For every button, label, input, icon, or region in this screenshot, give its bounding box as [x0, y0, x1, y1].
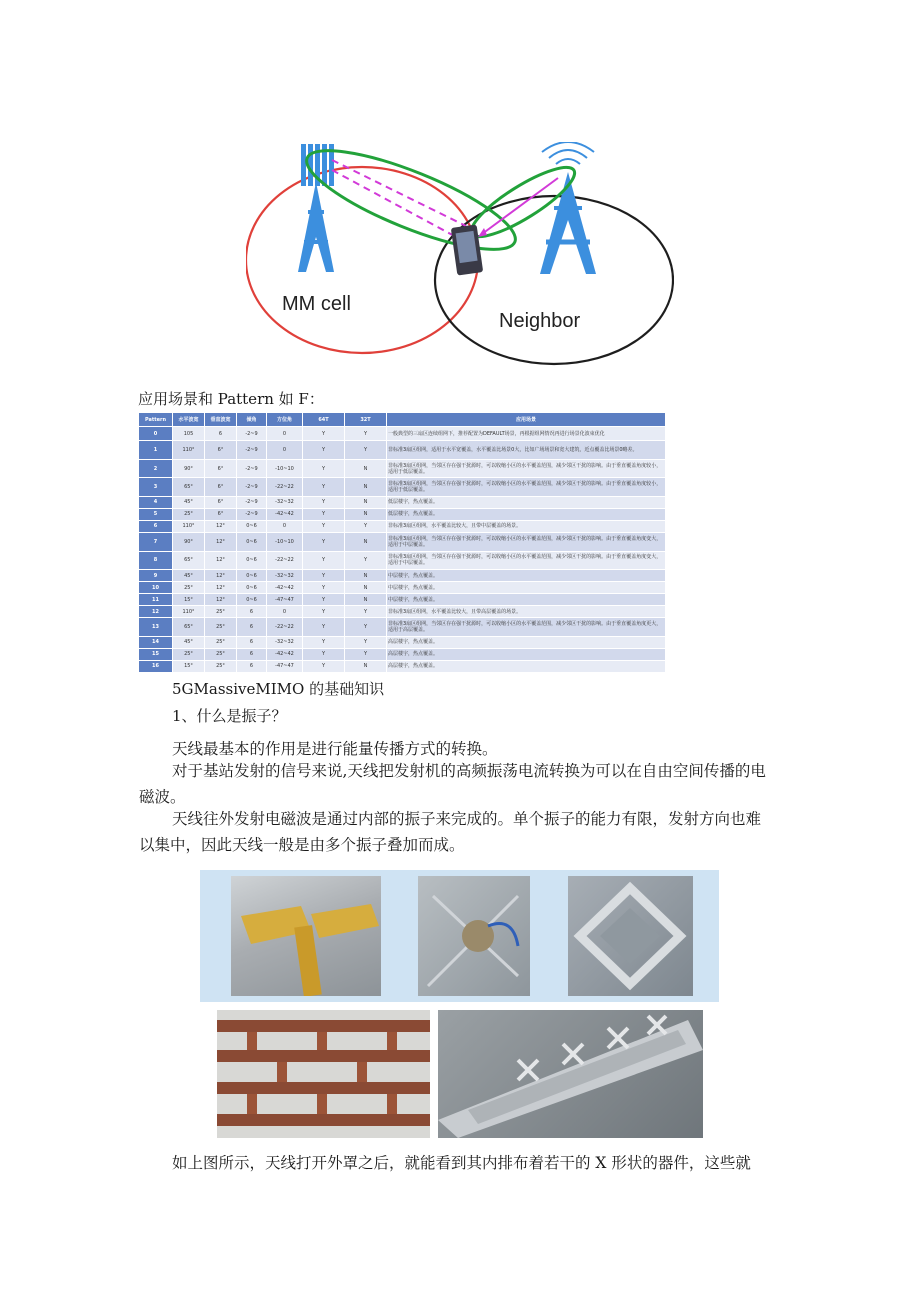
cell-32t: N: [345, 570, 387, 582]
cell-64t: Y: [303, 594, 345, 606]
table-row: [139, 606, 666, 618]
cell-h-beamwidth: 45°: [173, 570, 205, 582]
cell-azimuth: 0: [267, 441, 303, 460]
cell-v-beamwidth: 12°: [205, 582, 237, 594]
cell-scenario: 高层楼宇，热点覆盖。: [387, 636, 666, 648]
cell-64t: Y: [303, 441, 345, 460]
table-row: [139, 427, 666, 441]
cell-pattern: 12: [139, 606, 173, 618]
cell-32t: N: [345, 532, 387, 551]
cell-azimuth: -10~10: [267, 532, 303, 551]
antenna-array-icon: [438, 1010, 703, 1138]
cell-32t: N: [345, 459, 387, 478]
cell-azimuth: -22~22: [267, 551, 303, 570]
cell-tilt: -2~9: [237, 508, 267, 520]
table-row: [139, 459, 666, 478]
cell-64t: Y: [303, 427, 345, 441]
paragraph-3: 天线往外发射电磁波是通过内部的振子来完成的。单个振子的能力有限，发射方向也难以集中，因此天线一般是由多个振子叠加而成。: [139, 810, 762, 854]
cell-64t: Y: [303, 532, 345, 551]
cell-64t: Y: [303, 606, 345, 618]
cell-scenario: 低层楼宇，热点覆盖。: [387, 508, 666, 520]
cell-azimuth: -47~47: [267, 594, 303, 606]
interference-arrow-2: [332, 160, 466, 226]
cell-v-beamwidth: 12°: [205, 594, 237, 606]
cross-dipole-icon: [418, 876, 530, 996]
antenna-photo-strip-top: [200, 870, 719, 1002]
cell-pattern: 9: [139, 570, 173, 582]
cell-h-beamwidth: 65°: [173, 551, 205, 570]
cell-tilt: 6: [237, 636, 267, 648]
question-heading: 1、什么是振子？: [172, 707, 287, 725]
photo-dipole-cross: [418, 876, 530, 996]
cell-azimuth: -32~32: [267, 496, 303, 508]
diagram-svg: [246, 142, 674, 367]
cell-tilt: 0~6: [237, 594, 267, 606]
cell-scenario: 低层楼宇，热点覆盖。: [387, 496, 666, 508]
cell-h-beamwidth: 105: [173, 427, 205, 441]
cell-v-beamwidth: 12°: [205, 532, 237, 551]
table-body: [139, 427, 666, 673]
cell-pattern: 2: [139, 459, 173, 478]
cell-64t: Y: [303, 570, 345, 582]
cell-h-beamwidth: 45°: [173, 496, 205, 508]
cell-azimuth: -42~42: [267, 648, 303, 660]
cell-v-beamwidth: 6°: [205, 478, 237, 497]
cell-tilt: -2~9: [237, 496, 267, 508]
cell-32t: Y: [345, 520, 387, 532]
cell-scenario: 中层楼宇，热点覆盖。: [387, 582, 666, 594]
cell-v-beamwidth: 6°: [205, 508, 237, 520]
cell-azimuth: 0: [267, 427, 303, 441]
table-row: [139, 520, 666, 532]
cell-scenario: 高层楼宇，热点覆盖。: [387, 660, 666, 672]
paragraph-2: 对于基站发射的信号来说,天线把发射机的高频振荡电流转换为可以在自由空间传播的电磁波。: [139, 762, 766, 806]
cell-pattern: 11: [139, 594, 173, 606]
cell-v-beamwidth: 25°: [205, 648, 237, 660]
cell-h-beamwidth: 65°: [173, 478, 205, 497]
cell-pattern: 13: [139, 618, 173, 637]
paragraph-1: 天线最基本的作用是进行能量传播方式的转换。: [172, 740, 498, 758]
cell-azimuth: -42~42: [267, 582, 303, 594]
table-row: [139, 660, 666, 672]
cell-azimuth: -47~47: [267, 660, 303, 672]
cell-v-beamwidth: 6°: [205, 441, 237, 460]
cell-scenario: 非标准3扇区组网，适用于水平宽覆盖，水平覆盖比场景0大，比如广场场景和宽大建筑，近点覆盖比场景0略差。: [387, 441, 666, 460]
cell-tilt: 0~6: [237, 532, 267, 551]
cell-azimuth: 0: [267, 606, 303, 618]
cell-h-beamwidth: 15°: [173, 660, 205, 672]
cell-azimuth: -32~32: [267, 636, 303, 648]
cell-tilt: 6: [237, 660, 267, 672]
cell-v-beamwidth: 12°: [205, 570, 237, 582]
cell-tilt: 6: [237, 618, 267, 637]
cell-pattern: 8: [139, 551, 173, 570]
cell-tilt: -2~9: [237, 427, 267, 441]
cell-32t: N: [345, 508, 387, 520]
photo-dipole-gold: [231, 876, 381, 996]
table-row: [139, 441, 666, 460]
table-row: [139, 582, 666, 594]
th-v-beamwidth: 垂直波宽: [205, 413, 237, 427]
cell-azimuth: -32~32: [267, 570, 303, 582]
cell-32t: Y: [345, 648, 387, 660]
cell-pattern: 15: [139, 648, 173, 660]
table-row: [139, 636, 666, 648]
cell-32t: Y: [345, 606, 387, 618]
cell-h-beamwidth: 25°: [173, 648, 205, 660]
cell-tilt: 6: [237, 606, 267, 618]
cell-v-beamwidth: 12°: [205, 551, 237, 570]
gold-dipole-icon: [231, 876, 381, 996]
cell-64t: Y: [303, 618, 345, 637]
cell-h-beamwidth: 110°: [173, 606, 205, 618]
cell-h-beamwidth: 110°: [173, 520, 205, 532]
cell-32t: N: [345, 582, 387, 594]
th-azimuth: 方位角: [267, 413, 303, 427]
cell-64t: Y: [303, 459, 345, 478]
cell-scenario: 非标准3扇区组网，当邻区存在强干扰源时，可以收缩小区的水平覆盖范围，减少邻区干扰的影响。由于垂直覆盖角度较小，适用于低层覆盖。: [387, 459, 666, 478]
th-64t: 64T: [303, 413, 345, 427]
cell-tilt: 6: [237, 648, 267, 660]
cell-interference-diagram: [246, 142, 674, 367]
mm-cell-circle: [246, 167, 478, 353]
neighbor-tower-icon: [540, 142, 596, 274]
square-dipole-icon: [568, 876, 693, 996]
cell-v-beamwidth: 12°: [205, 520, 237, 532]
cell-scenario: 非标准3扇区组网，当邻区存在强干扰源时，可以收缩小区的水平覆盖范围，减少邻区干扰的影响。由于垂直覆盖角度变大，适用于中层覆盖。: [387, 551, 666, 570]
cell-32t: Y: [345, 551, 387, 570]
cell-h-beamwidth: 25°: [173, 582, 205, 594]
cell-tilt: 0~6: [237, 520, 267, 532]
cell-h-beamwidth: 15°: [173, 594, 205, 606]
photo-pcb-dipoles: [217, 1010, 430, 1138]
cell-32t: Y: [345, 618, 387, 637]
cell-pattern: 14: [139, 636, 173, 648]
mm-cell-tower-icon: [298, 144, 334, 272]
cell-scenario: 中层楼宇，热点覆盖。: [387, 570, 666, 582]
cell-pattern: 6: [139, 520, 173, 532]
cell-azimuth: -22~22: [267, 618, 303, 637]
table-header-row: [139, 413, 666, 427]
cell-h-beamwidth: 25°: [173, 508, 205, 520]
cell-scenario: 一般典型的三扇区连续组网下，推荐配置为DEFAULT场景，再根据组网情况再进行场景化波束优化: [387, 427, 666, 441]
pcb-dipoles-icon: [217, 1010, 430, 1138]
cell-32t: N: [345, 594, 387, 606]
cell-64t: Y: [303, 478, 345, 497]
bottom-paragraph: 如上图所示，天线打开外罩之后，就能看到其内排布着若干的 X 形状的器件，这些就: [172, 1154, 751, 1172]
cell-azimuth: -42~42: [267, 508, 303, 520]
cell-64t: Y: [303, 508, 345, 520]
th-h-beamwidth: 水平波宽: [173, 413, 205, 427]
cell-pattern: 4: [139, 496, 173, 508]
cell-pattern: 3: [139, 478, 173, 497]
cell-64t: Y: [303, 636, 345, 648]
cell-tilt: 0~6: [237, 551, 267, 570]
cell-scenario: 中层楼宇，热点覆盖。: [387, 594, 666, 606]
table-row: [139, 551, 666, 570]
pattern-table: [138, 412, 666, 673]
cell-scenario: 非标准3扇区组网，水平覆盖比较大，且带中层覆盖的场景。: [387, 520, 666, 532]
cell-64t: Y: [303, 648, 345, 660]
cell-32t: N: [345, 478, 387, 497]
cell-64t: Y: [303, 520, 345, 532]
cell-azimuth: 0: [267, 520, 303, 532]
cell-32t: N: [345, 660, 387, 672]
phone-icon: [451, 224, 483, 275]
cell-v-beamwidth: 25°: [205, 660, 237, 672]
photo-dipole-square: [568, 876, 693, 996]
cell-v-beamwidth: 6°: [205, 496, 237, 508]
table-row: [139, 570, 666, 582]
cell-32t: Y: [345, 441, 387, 460]
cell-64t: Y: [303, 551, 345, 570]
neighbor-label: Neighbor: [499, 310, 581, 332]
table-row: [139, 496, 666, 508]
cell-azimuth: -10~10: [267, 459, 303, 478]
cell-h-beamwidth: 65°: [173, 618, 205, 637]
cell-pattern: 16: [139, 660, 173, 672]
table-caption: 应用场景和 Pattern 如 F：: [138, 390, 324, 408]
neighbor-circle: [435, 196, 673, 364]
cell-32t: N: [345, 496, 387, 508]
cell-tilt: -2~9: [237, 459, 267, 478]
cell-v-beamwidth: 6°: [205, 459, 237, 478]
mm-cell-label: MM cell: [282, 293, 351, 315]
cell-tilt: -2~9: [237, 478, 267, 497]
cell-tilt: 0~6: [237, 582, 267, 594]
cell-scenario: 非标准3扇区组网，水平覆盖比较大，且带高层覆盖的场景。: [387, 606, 666, 618]
cell-32t: Y: [345, 636, 387, 648]
cell-scenario: 高层楼宇，热点覆盖。: [387, 648, 666, 660]
cell-scenario: 非标准3扇区组网，当邻区存在强干扰源时，可以收缩小区的水平覆盖范围，减少邻区干扰的影响。由于垂直覆盖角度较小，适用于低层覆盖。: [387, 478, 666, 497]
cell-h-beamwidth: 110°: [173, 441, 205, 460]
cell-v-beamwidth: 25°: [205, 618, 237, 637]
table-row: [139, 594, 666, 606]
th-32t: 32T: [345, 413, 387, 427]
cell-tilt: 0~6: [237, 570, 267, 582]
cell-h-beamwidth: 90°: [173, 459, 205, 478]
cell-azimuth: -22~22: [267, 478, 303, 497]
table-row: [139, 508, 666, 520]
cell-v-beamwidth: 25°: [205, 606, 237, 618]
cell-h-beamwidth: 90°: [173, 532, 205, 551]
section-title: 5GMassiveMIMO 的基础知识: [172, 680, 385, 698]
cell-pattern: 7: [139, 532, 173, 551]
cell-pattern: 0: [139, 427, 173, 441]
table-row: [139, 532, 666, 551]
th-scenario: 应用场景: [387, 413, 666, 427]
table-row: [139, 478, 666, 497]
cell-v-beamwidth: 6: [205, 427, 237, 441]
cell-h-beamwidth: 45°: [173, 636, 205, 648]
photo-antenna-array: [438, 1010, 703, 1138]
table-row: [139, 618, 666, 637]
cell-scenario: 非标准3扇区组网，当邻区存在强干扰源时，可以收缩小区的水平覆盖范围，减少邻区干扰的影响。由于垂直覆盖角度更大，适用于高层覆盖。: [387, 618, 666, 637]
cell-v-beamwidth: 25°: [205, 636, 237, 648]
th-pattern: Pattern: [139, 413, 173, 427]
cell-64t: Y: [303, 496, 345, 508]
cell-64t: Y: [303, 660, 345, 672]
cell-tilt: -2~9: [237, 441, 267, 460]
cell-scenario: 非标准3扇区组网，当邻区存在强干扰源时，可以收缩小区的水平覆盖范围，减少邻区干扰的影响。由于垂直覆盖角度变大，适用于中层覆盖。: [387, 532, 666, 551]
cell-pattern: 10: [139, 582, 173, 594]
cell-pattern: 1: [139, 441, 173, 460]
th-tilt: 倾角: [237, 413, 267, 427]
cell-64t: Y: [303, 582, 345, 594]
cell-pattern: 5: [139, 508, 173, 520]
table-row: [139, 648, 666, 660]
cell-32t: Y: [345, 427, 387, 441]
